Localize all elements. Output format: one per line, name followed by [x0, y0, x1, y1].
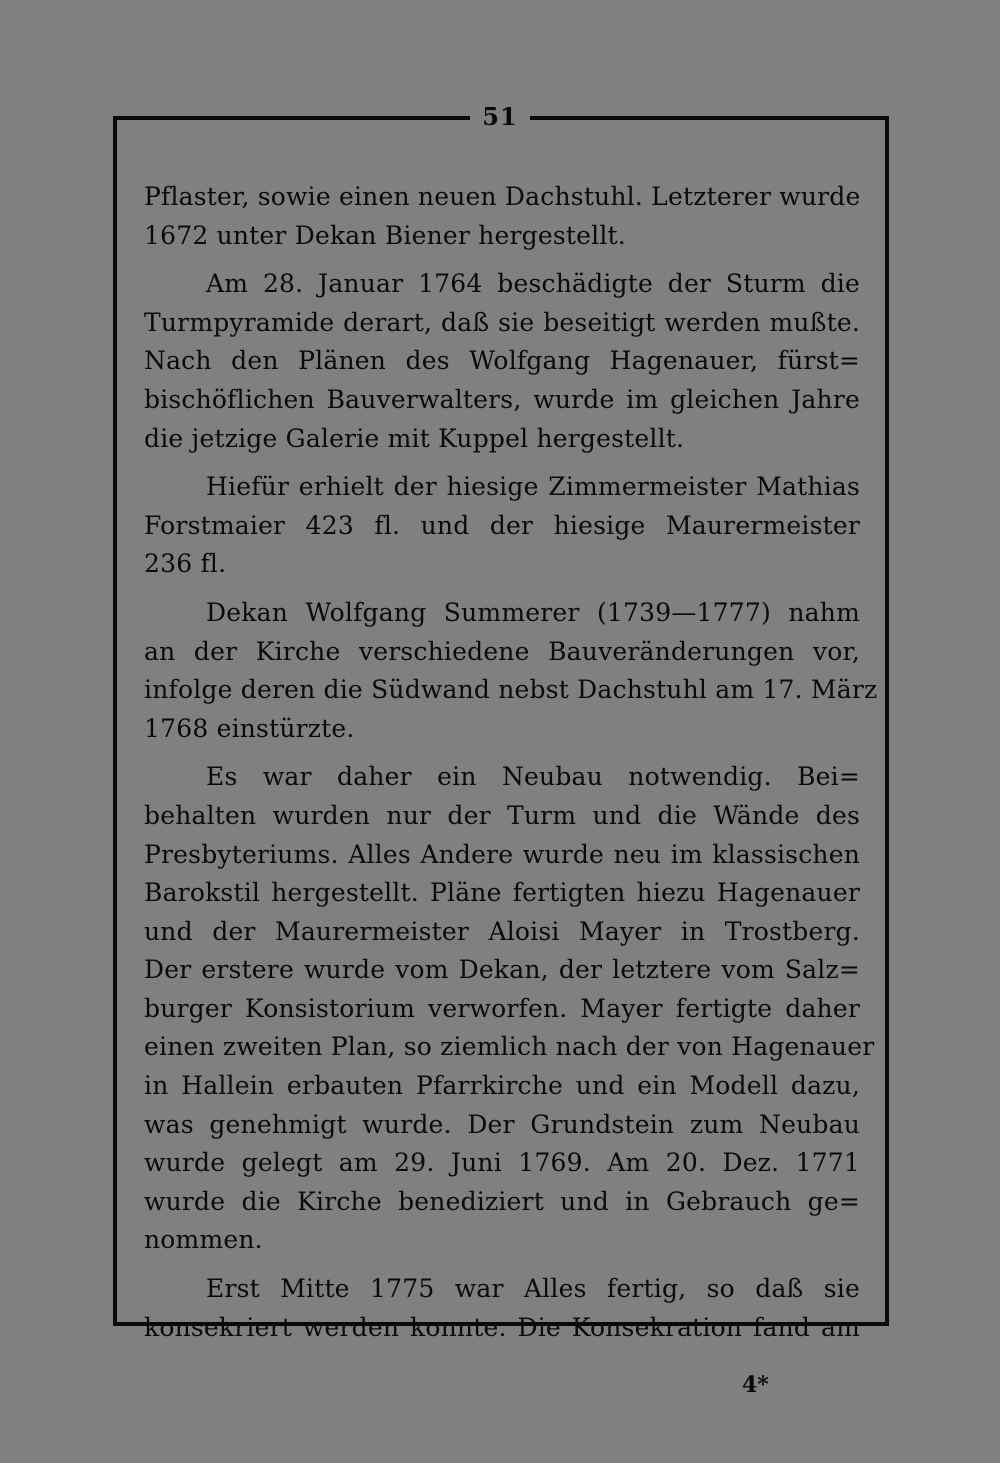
text-line: Pflaster, sowie einen neuen Dachstuhl. Letzterer wurde [144, 182, 861, 211]
body-text [144, 178, 878, 1357]
text-line: 1672 unter Dekan Biener hergestellt. [144, 220, 626, 250]
paragraph-3 [144, 468, 860, 584]
paragraph-1 [144, 178, 860, 255]
text-line: behalten wurden nur der Turm und die Wände des [144, 800, 860, 830]
text-line: Es war daher ein Neubau notwendig. Bei= [206, 762, 860, 792]
text-line: Turmpyramide derart, daß sie beseitigt werden mußte. [144, 307, 860, 337]
page-number: 51 [470, 104, 530, 130]
text-line: Am 28. Januar 1764 beschädigte der Sturm die [206, 269, 860, 299]
text-line: an der Kirche verschiedene Bauveränderungen vor, [144, 636, 860, 666]
text-line: Erst Mitte 1775 war Alles fertig, so daß sie [206, 1274, 860, 1304]
text-line: Presbyteriums. Alles Andere wurde neu im klassischen [144, 839, 860, 869]
text-line: burger Konsistorium verworfen. Mayer fertigte daher [144, 993, 860, 1023]
text-line: wurde die Kirche benediziert und in Gebrauch ge= [144, 1186, 860, 1216]
text-line: Dekan Wolfgang Summerer (1739—1777) nahm [206, 597, 860, 627]
text-line: was genehmigt wurde. Der Grundstein zum Neubau [144, 1109, 860, 1139]
paragraph-5 [144, 758, 875, 1260]
text-line: 236 fl. [144, 549, 227, 579]
text-line: in Hallein erbauten Pfarrkirche und ein Modell dazu, [144, 1071, 860, 1101]
text-line: 1768 einstürzte. [144, 713, 355, 743]
text-line: Der erstere wurde vom Dekan, der letztere vom Salz= [144, 955, 860, 985]
text-line: infolge deren die Südwand nebst Dachstuhl am 17. März [144, 675, 878, 705]
text-line: einen zweiten Plan, so ziemlich nach der von Hagenauer [144, 1032, 875, 1062]
text-line: bischöflichen Bauverwalters, wurde im gleichen Jahre [144, 384, 860, 414]
text-line: nommen. [144, 1225, 263, 1255]
text-line: konsekriert werden konnte. Die Konsekration fand am [144, 1312, 860, 1342]
paragraph-2 [144, 265, 860, 458]
text-line: Forstmaier 423 fl. und der hiesige Maurermeister [144, 510, 860, 540]
text-line: Nach den Plänen des Wolfgang Hagenauer, fürst= [144, 346, 860, 376]
text-line: die jetzige Galerie mit Kuppel hergestellt. [144, 423, 685, 453]
text-line: Hiefür erhielt der hiesige Zimmermeister Mathias [206, 472, 860, 502]
text-line: und der Maurermeister Aloisi Mayer in Trostberg. [144, 916, 860, 946]
paragraph-4 [144, 594, 878, 748]
signature-mark: 4* [742, 1372, 769, 1398]
paragraph-6 [144, 1270, 860, 1347]
text-line: Barokstil hergestellt. Pläne fertigten hiezu Hagenauer [144, 878, 860, 908]
text-line: wurde gelegt am 29. Juni 1769. Am 20. Dez. 1771 [144, 1148, 860, 1178]
